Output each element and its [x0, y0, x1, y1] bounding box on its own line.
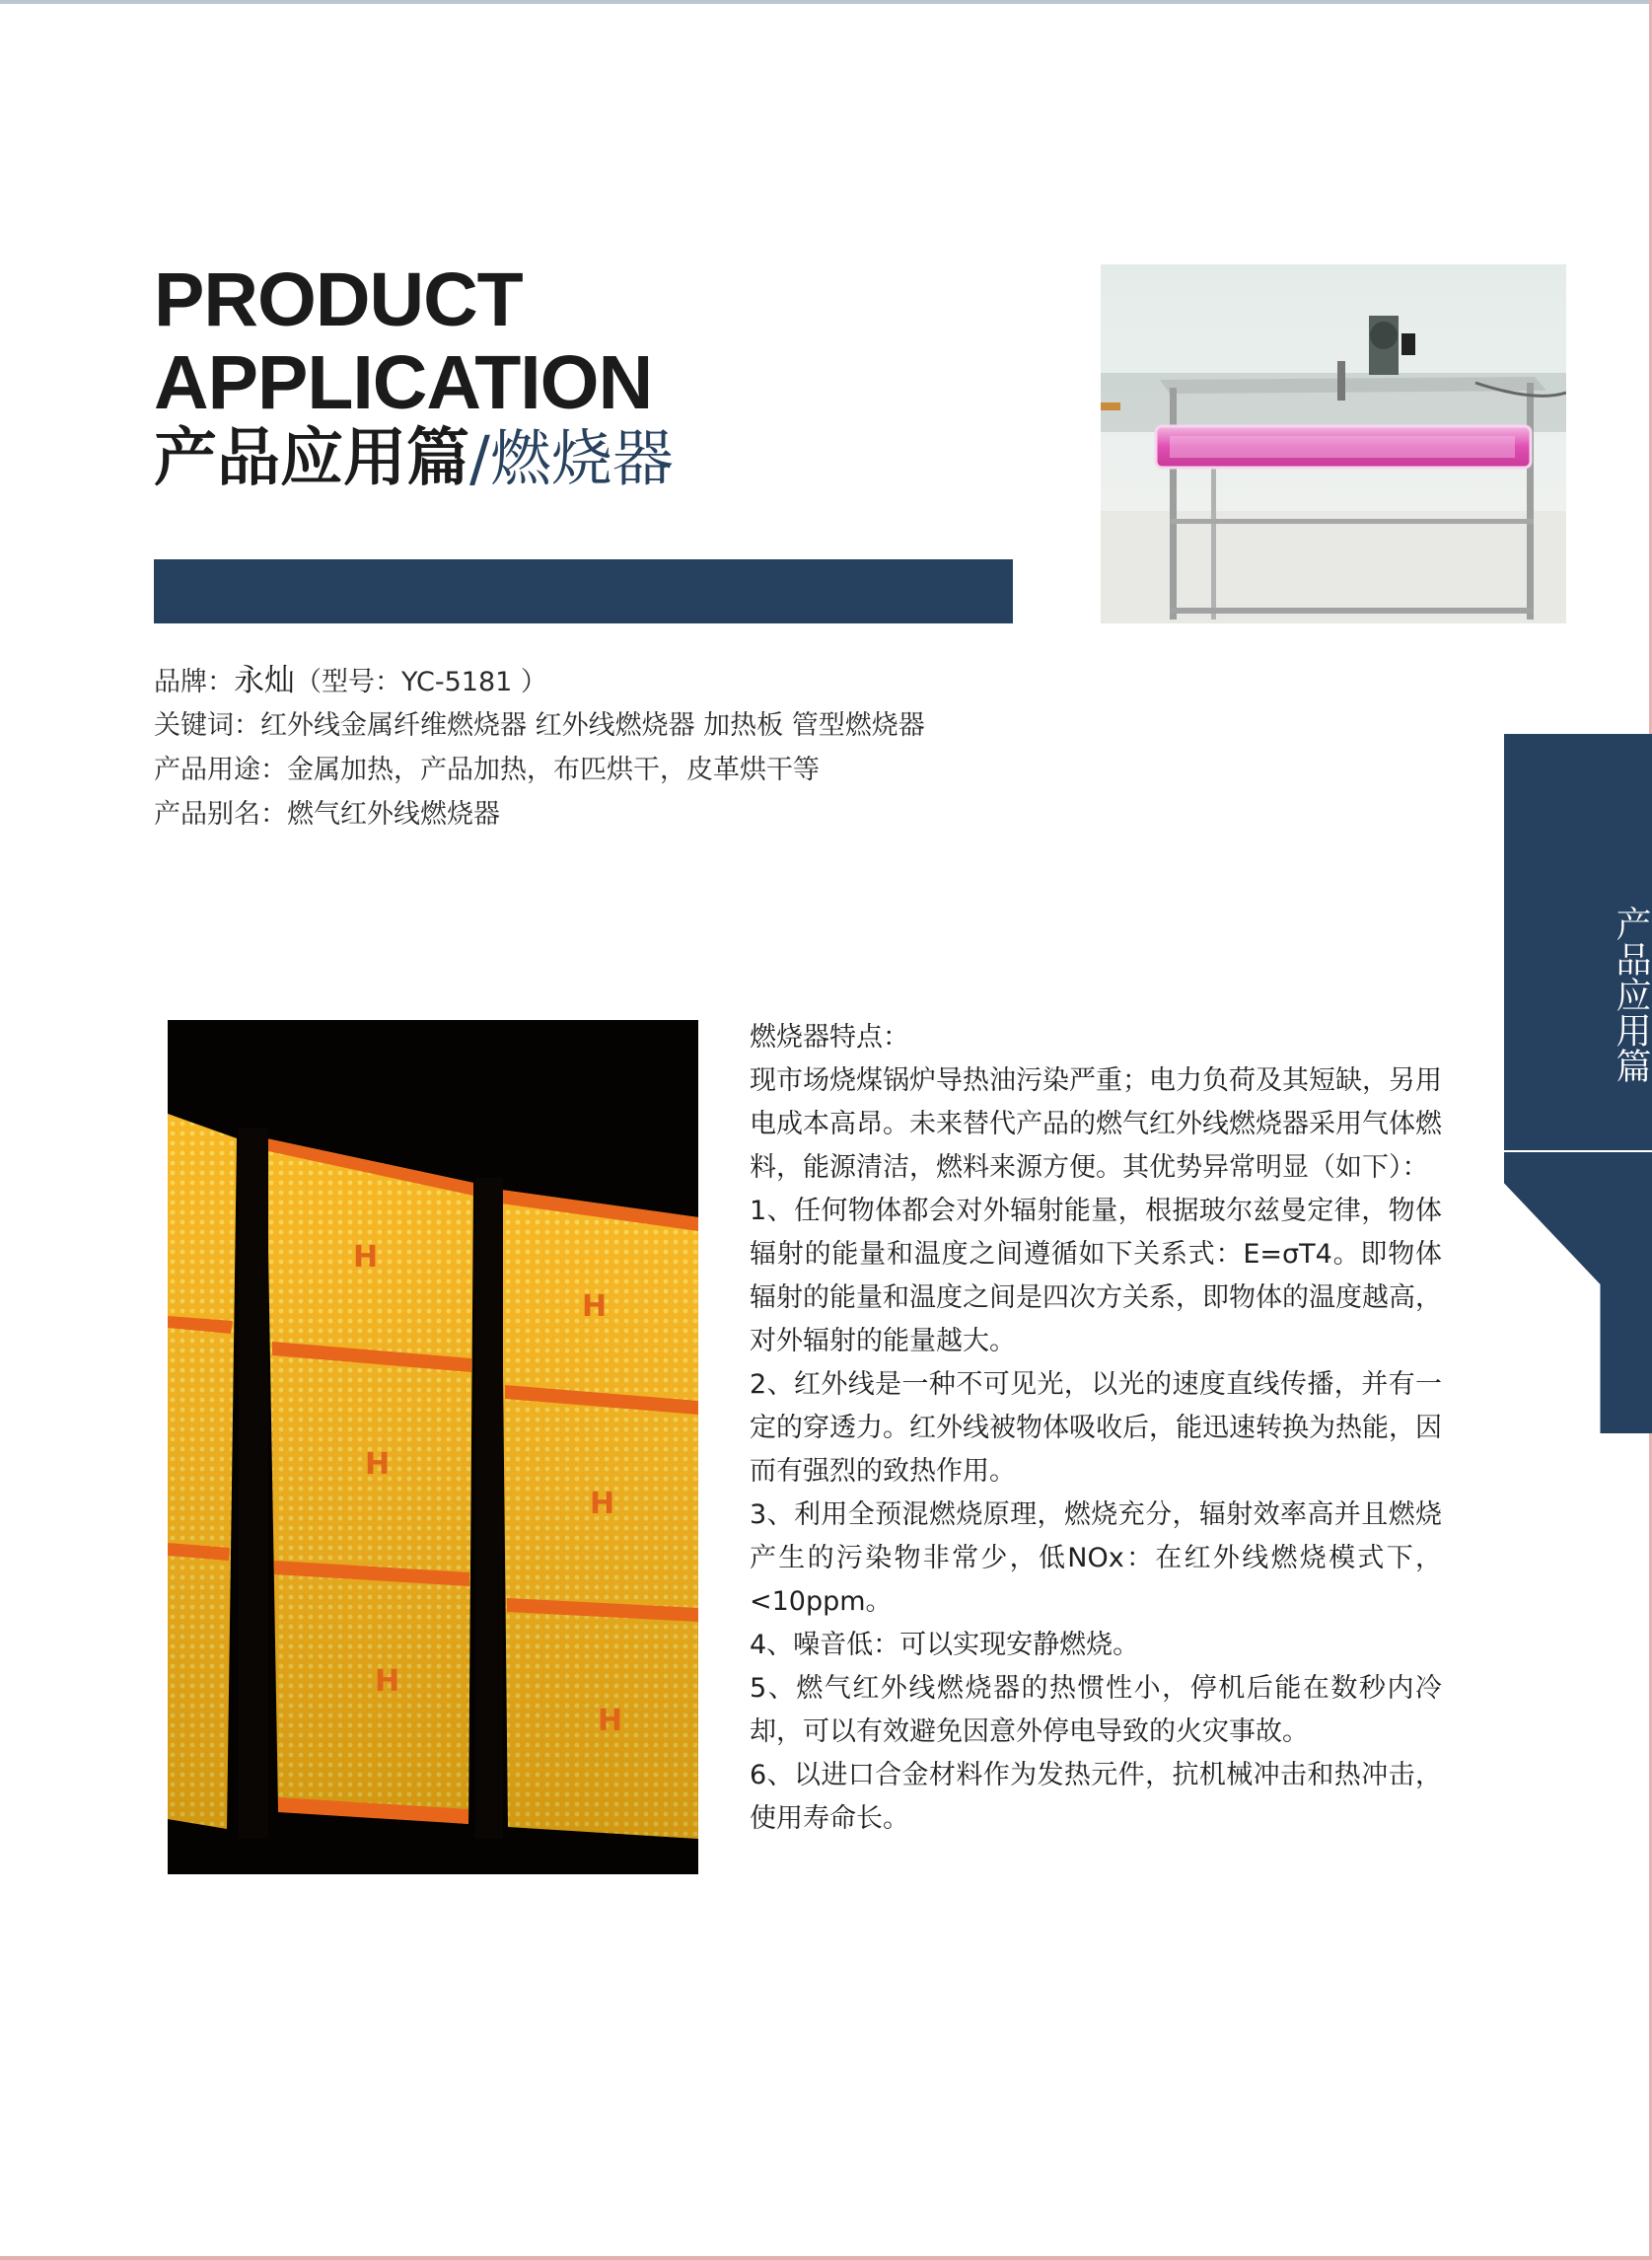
- alias-row: 产品别名：燃气红外线燃烧器: [154, 799, 500, 830]
- usage-row: 产品用途：金属加热，产品加热，布匹烘干，皮革烘干等: [154, 755, 820, 785]
- burner-closeup-illustration: [168, 1020, 698, 1874]
- side-tab-divider: [1504, 1150, 1652, 1152]
- keywords-row: 关键词：红外线金属纤维燃烧器 红外线燃烧器 加热板 管型燃烧器: [154, 710, 925, 741]
- burner-demo-illustration: [1101, 264, 1566, 623]
- chinese-title-sub: /燃烧器: [469, 422, 674, 494]
- english-title: [154, 258, 652, 424]
- feature-item: 6、以进口合金材料作为发热元件，抗机械冲击和热冲击，使用寿命长。: [750, 1760, 1442, 1834]
- brand-name: 永灿: [234, 663, 295, 698]
- page-border-bottom: [0, 2256, 1652, 2260]
- svg-text:H: H: [375, 1664, 400, 1699]
- svg-text:H: H: [590, 1487, 615, 1521]
- feature-item: 2、红外线是一种不可见光，以光的速度直线传播，并有一定的穿透力。红外线被物体吸收后，能迅速转换为热能，因而有强烈的致热作用。: [750, 1369, 1442, 1487]
- svg-text:H: H: [365, 1447, 391, 1482]
- chinese-title: [154, 422, 674, 511]
- svg-text:H: H: [353, 1240, 379, 1275]
- chinese-title-main: 产品应用篇: [154, 422, 469, 495]
- side-tab-label: 产品应用篇: [1611, 906, 1651, 1083]
- features-intro: 现市场烧煤锅炉导热油污染严重；电力负荷及其短缺，另用电成本高昂。未来替代产品的燃气红外线燃烧器采用气体燃料，能源清洁，燃料来源方便。其优势异常明显（如下）：: [750, 1065, 1442, 1183]
- feature-item: 3、利用全预混燃烧原理，燃烧充分，辐射效率高并且燃烧产生的污染物非常少，低NOx：在红外线燃烧模式下，<10ppm。: [750, 1499, 1442, 1617]
- burner-features: [750, 1016, 1442, 1841]
- side-tab-notch: [1504, 1152, 1652, 1433]
- page-border-top: [0, 0, 1652, 4]
- title-line-application: APPLICATION: [154, 340, 653, 425]
- feature-item: 5、燃气红外线燃烧器的热惯性小，停机后能在数秒内冷却，可以有效避免因意外停电导致的火灾事故。: [750, 1673, 1442, 1747]
- product-meta: [154, 659, 925, 837]
- title-underline-bar: [154, 559, 1013, 623]
- feature-item: 4、噪音低：可以实现安静燃烧。: [750, 1630, 1140, 1660]
- svg-text:H: H: [598, 1704, 623, 1738]
- brand-row: [154, 659, 925, 703]
- brand-label: 品牌：: [154, 667, 234, 697]
- svg-text:H: H: [582, 1289, 608, 1324]
- feature-item: 1、任何物体都会对外辐射能量，根据玻尔兹曼定律，物体辐射的能量和温度之间遵循如下关系式：E=σT4。即物体辐射的能量和温度之间是四次方关系，即物体的温度越高，对外辐射的能量越大。: [750, 1196, 1442, 1356]
- features-heading: 燃烧器特点：: [750, 1022, 909, 1053]
- burner-demo-photo: [1101, 264, 1566, 623]
- title-line-product: PRODUCT: [154, 257, 523, 342]
- brand-model: （型号：YC-5181 ）: [295, 667, 547, 697]
- burner-closeup-photo: [168, 1020, 698, 1874]
